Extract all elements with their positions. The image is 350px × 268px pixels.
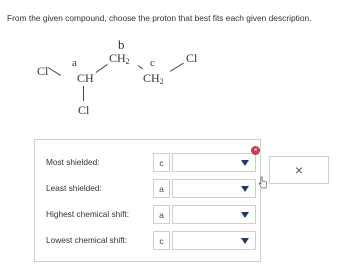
answer-row xyxy=(35,231,260,251)
row-label: Lowest chemical shift: xyxy=(46,235,128,245)
atom-ch: CH xyxy=(77,71,94,85)
proton-select[interactable] xyxy=(172,179,256,198)
atom-ch2-b: $CH_2$ xyxy=(109,51,130,66)
proton-select[interactable] xyxy=(172,231,256,250)
row-label: Most shielded: xyxy=(46,157,100,167)
proton-select[interactable] xyxy=(172,205,256,224)
chevron-down-icon xyxy=(241,212,249,218)
atom-ch2-c: $CH_2$ xyxy=(143,71,164,86)
hand-cursor-icon xyxy=(258,176,267,189)
proton-label-b: b xyxy=(118,37,125,52)
atom-cl-bottom: Cl xyxy=(78,103,90,117)
answer-box[interactable]: a xyxy=(153,179,170,198)
bond-ch-cl xyxy=(83,86,84,101)
row-label: Highest chemical shift: xyxy=(46,209,130,219)
answer-row xyxy=(35,179,260,199)
atom-cl-left: Cl xyxy=(37,64,49,78)
answer-row xyxy=(35,153,260,173)
row-label: Least shielded: xyxy=(46,183,102,193)
x-icon: × xyxy=(294,162,304,178)
chevron-down-icon xyxy=(241,160,249,166)
question-text: From the given compound, choose the proton that best fits each given description. xyxy=(7,13,312,23)
bond-ch2-ch2 xyxy=(138,65,143,69)
proton-select[interactable] xyxy=(172,153,256,172)
proton-label-c: c xyxy=(150,57,155,69)
bond-ch-ch2 xyxy=(96,64,108,73)
clear-button[interactable] xyxy=(269,156,329,184)
answer-box[interactable]: a xyxy=(153,205,170,224)
answer-row xyxy=(35,205,260,225)
answer-box[interactable]: c xyxy=(153,153,170,172)
answer-panel xyxy=(34,139,261,262)
atom-cl-right: Cl xyxy=(186,51,198,65)
proton-label-a: a xyxy=(72,57,77,69)
bond-cl-ch xyxy=(48,67,61,76)
chevron-down-icon xyxy=(241,238,249,244)
answer-box[interactable]: c xyxy=(153,231,170,250)
bond-ch2-cl xyxy=(170,63,184,72)
close-icon[interactable]: × xyxy=(251,146,260,155)
chevron-down-icon xyxy=(241,186,249,192)
